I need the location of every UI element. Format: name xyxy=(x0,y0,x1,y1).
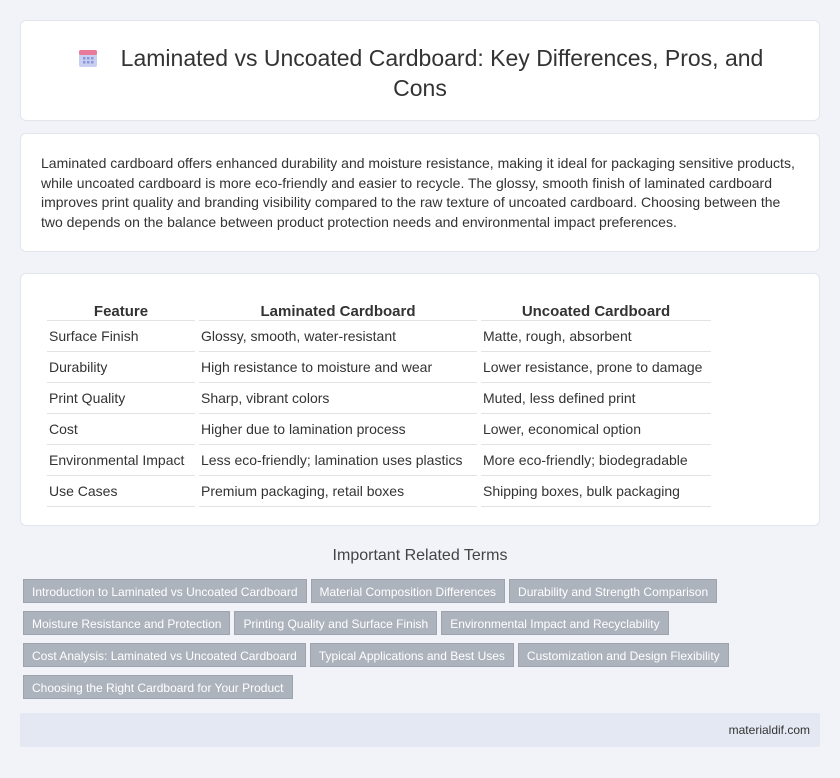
related-term-tag[interactable]: Environmental Impact and Recyclability xyxy=(441,611,668,635)
table-header-row xyxy=(47,294,711,321)
related-term-tag[interactable]: Introduction to Laminated vs Uncoated Cardboard xyxy=(23,579,307,603)
header-laminated: Laminated Cardboard xyxy=(199,294,477,321)
title-card xyxy=(20,20,820,121)
table-row xyxy=(47,352,711,383)
table-cell: Environmental Impact xyxy=(47,445,195,476)
related-term-tag[interactable]: Durability and Strength Comparison xyxy=(509,579,717,603)
table-cell: High resistance to moisture and wear xyxy=(199,352,477,383)
table-cell: Higher due to lamination process xyxy=(199,414,477,445)
table-cell: Cost xyxy=(47,414,195,445)
table-cell: Durability xyxy=(47,352,195,383)
related-term-tag[interactable]: Typical Applications and Best Uses xyxy=(310,643,514,667)
related-term-tag[interactable]: Customization and Design Flexibility xyxy=(518,643,729,667)
footer-site-link[interactable]: materialdif.com xyxy=(728,723,810,737)
related-term-tag[interactable]: Choosing the Right Cardboard for Your Product xyxy=(23,675,293,699)
related-term-tag[interactable]: Moisture Resistance and Protection xyxy=(23,611,230,635)
table-row xyxy=(47,445,711,476)
table-cell: Use Cases xyxy=(47,476,195,507)
table-row xyxy=(47,476,711,507)
table-row xyxy=(47,321,711,352)
page-title: Laminated vs Uncoated Cardboard: Key Differences, Pros, and Cons xyxy=(120,45,764,101)
table-cell: Sharp, vibrant colors xyxy=(199,383,477,414)
table-row xyxy=(47,414,711,445)
table-cell: Glossy, smooth, water-resistant xyxy=(199,321,477,352)
table-cell: Lower resistance, prone to damage xyxy=(481,352,711,383)
table-cell: Less eco-friendly; lamination uses plastics xyxy=(199,445,477,476)
calendar-icon xyxy=(77,47,99,69)
summary-text: Laminated cardboard offers enhanced durability and moisture resistance, making it ideal for packaging sensitive products, while uncoated cardboard is more eco-friendly and easier to recycle. The glossy, smooth finish of laminated cardboard improves print quality and branding visibility compared to the raw texture of uncoated cardboard. Choosing between the two depends on the balance between product protection needs and environmental impact preferences. xyxy=(41,155,795,230)
related-term-tag[interactable]: Material Composition Differences xyxy=(311,579,506,603)
related-term-tag[interactable]: Printing Quality and Surface Finish xyxy=(234,611,437,635)
footer xyxy=(20,713,820,747)
table-cell: Surface Finish xyxy=(47,321,195,352)
table-cell: Premium packaging, retail boxes xyxy=(199,476,477,507)
related-terms-list xyxy=(23,579,813,707)
table-cell: Print Quality xyxy=(47,383,195,414)
table-cell: Lower, economical option xyxy=(481,414,711,445)
related-term-tag[interactable]: Cost Analysis: Laminated vs Uncoated Cardboard xyxy=(23,643,306,667)
comparison-table xyxy=(43,294,715,507)
table-cell: Matte, rough, absorbent xyxy=(481,321,711,352)
summary-card xyxy=(20,133,820,252)
table-row xyxy=(47,383,711,414)
related-terms-title: Important Related Terms xyxy=(332,547,508,564)
header-feature: Feature xyxy=(47,294,195,321)
title-wrap xyxy=(21,43,819,103)
table-cell: More eco-friendly; biodegradable xyxy=(481,445,711,476)
comparison-card xyxy=(20,273,820,526)
table-cell: Muted, less defined print xyxy=(481,383,711,414)
table-cell: Shipping boxes, bulk packaging xyxy=(481,476,711,507)
header-uncoated: Uncoated Cardboard xyxy=(481,294,711,321)
